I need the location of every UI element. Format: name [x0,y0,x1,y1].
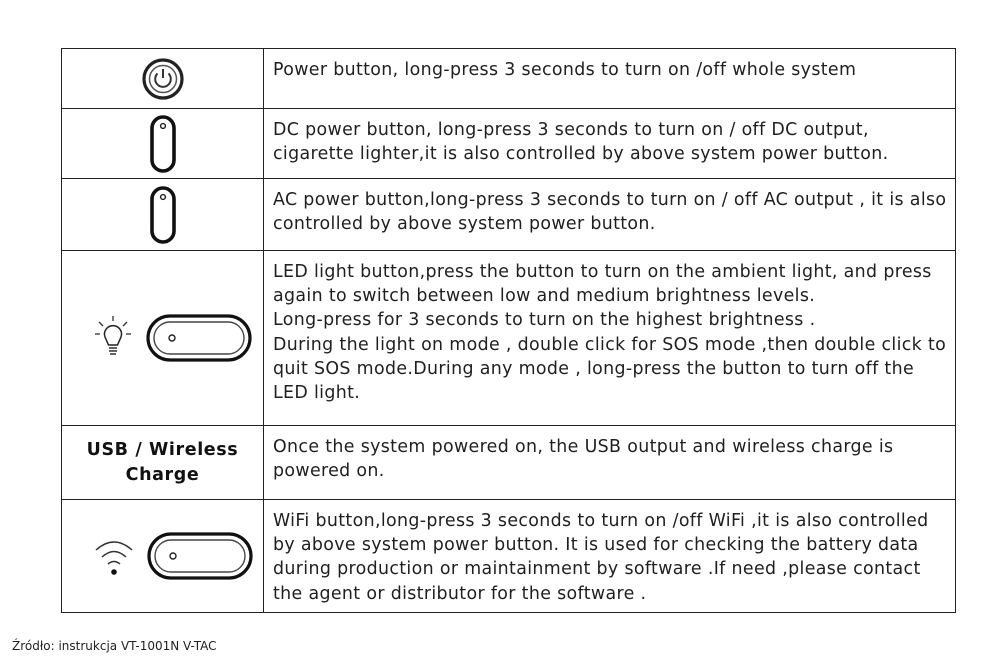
description-line: LED light button,press the button to turn on the ambient light, and press again to switch between low and medium brightness levels. [273,262,932,307]
table-row [62,426,956,500]
icon-cell [62,179,264,251]
row-description: DC power button, long-press 3 seconds to turn on / off DC output, cigarette lighter,it is also controlled by above system power button. [264,109,956,179]
icon-cell [62,426,264,500]
power-icon [140,56,186,102]
icon-cell [62,500,264,613]
table-row [62,49,956,109]
dc-button-icon [148,114,178,174]
description-line: Long-press for 3 seconds to turn on the highest brightness . [273,310,816,331]
charge-label: Charge [125,464,200,485]
table-row [62,179,956,251]
source-note: Źródło: instrukcja VT-1001N V-TAC [12,639,217,653]
row-description [264,251,956,426]
usb-wireless-label: USB / Wireless [86,439,239,460]
icon-cell [62,109,264,179]
row-description: WiFi button,long-press 3 seconds to turn on /off WiFi ,it is also controlled by above system power button. It is used for checking the battery data during production or maintainment by software .If need ,please contact the agent or distributor for the software . [264,500,956,613]
table-row [62,109,956,179]
row-description: AC power button,long-press 3 seconds to turn on / off AC output , it is also controlled by above system power button. [264,179,956,251]
icon-cell [62,251,264,426]
wifi-button-icon [146,531,254,581]
ac-button-icon [148,185,178,245]
button-function-table [61,48,956,613]
lightbulb-icon [93,314,133,362]
description-line: During the light on mode , double click for SOS mode ,then double click to quit SOS mode.During any mode , long-press the button to turn off the LED light. [273,334,947,404]
led-light-button-icon [145,313,253,363]
icon-cell [62,49,264,109]
row-description: Once the system powered on, the USB output and wireless charge is powered on. [264,426,956,500]
table-row [62,251,956,426]
wifi-icon [92,534,136,578]
table-row [62,500,956,613]
row-description: Power button, long-press 3 seconds to turn on /off whole system [264,49,956,109]
